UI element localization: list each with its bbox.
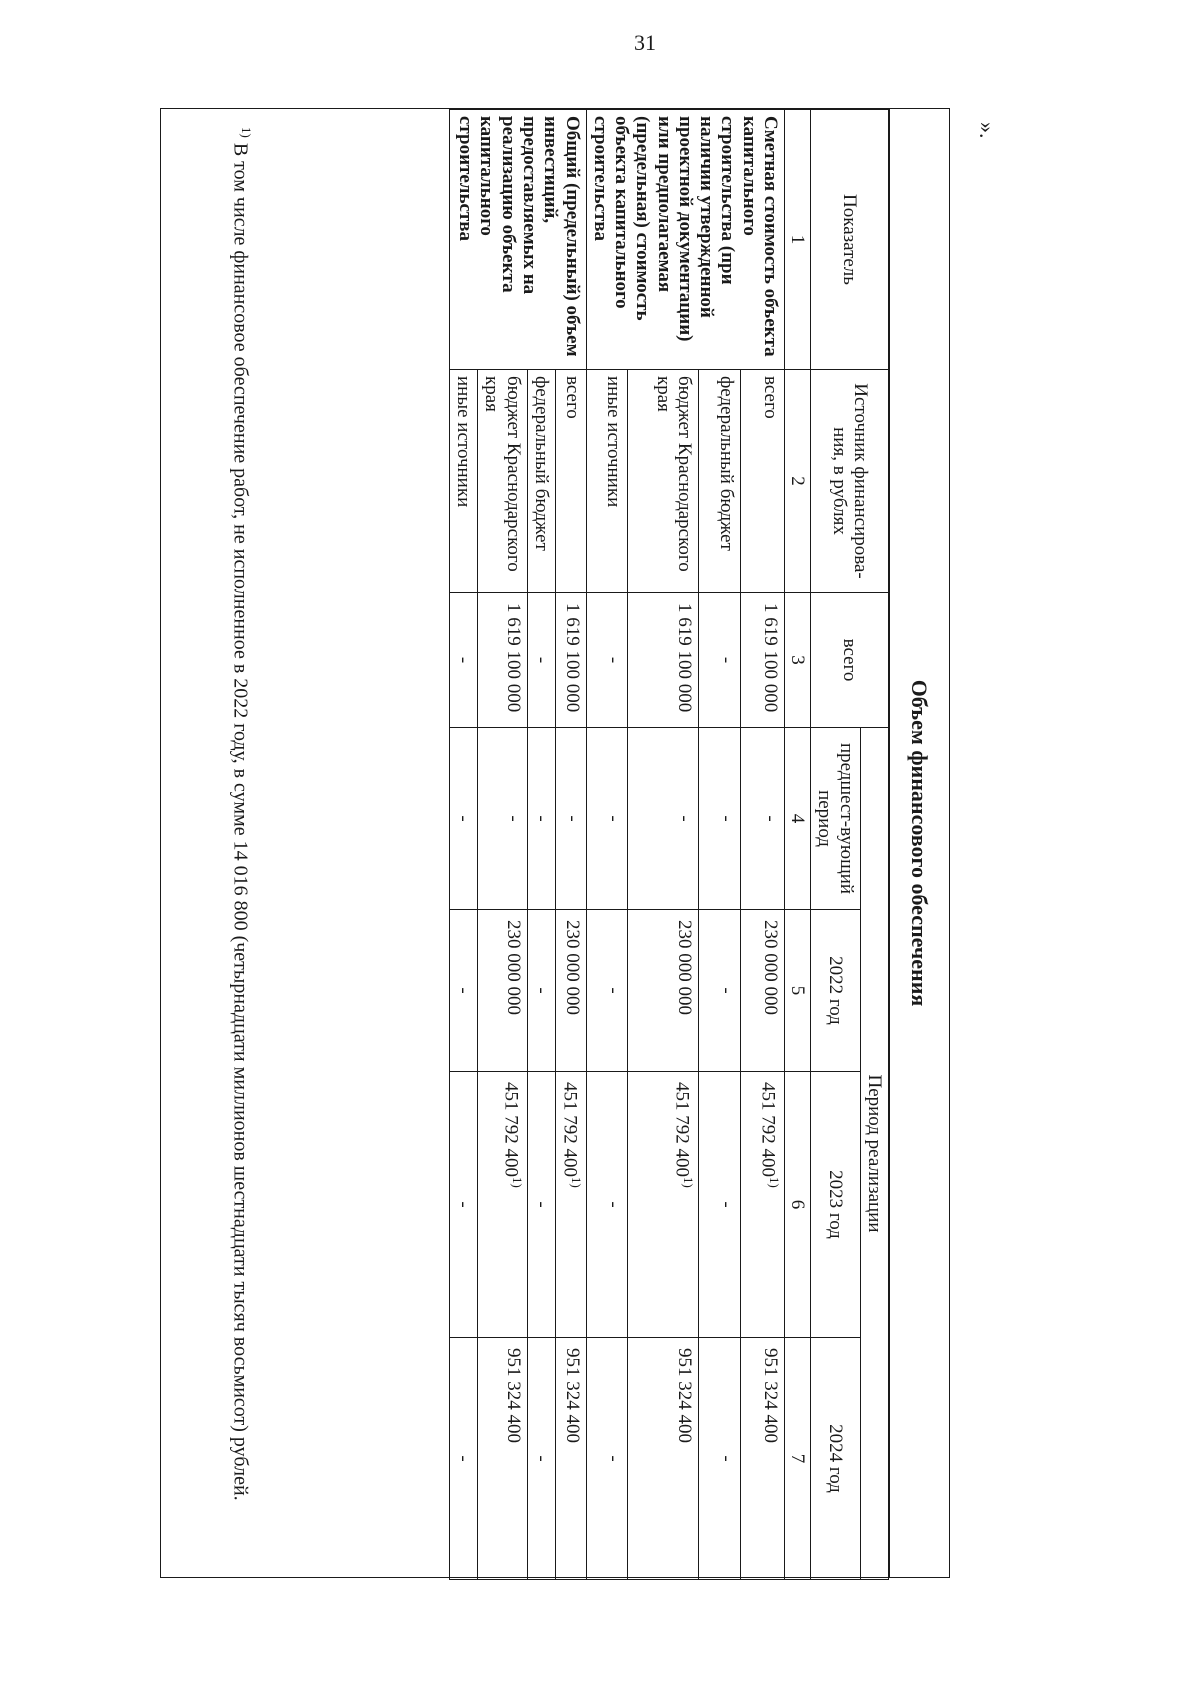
value-cell-y2024: [740, 1338, 784, 1580]
value-text: 230 000 000: [561, 920, 583, 1016]
value-text: -: [453, 815, 475, 822]
header-total: всего: [811, 593, 889, 728]
column-number: 1: [784, 110, 810, 370]
value-cell-y2022: [699, 910, 740, 1072]
document-frame: [160, 108, 950, 1578]
header-period: Период реализации: [860, 728, 888, 1580]
value-cell-y2024: [699, 1338, 740, 1580]
value-text: 451 792 400: [500, 1082, 522, 1178]
footnote-ref: 1): [509, 1177, 525, 1188]
value-cell-y2024: [478, 1338, 528, 1580]
source-cell: федеральный бюджет: [699, 370, 740, 593]
value-text: -: [530, 656, 552, 664]
value-cell-y2022: [527, 910, 555, 1072]
source-cell: иные источники: [586, 370, 627, 593]
value-cell-previous: [555, 728, 586, 910]
value-text: -: [715, 815, 737, 822]
value-text: -: [453, 987, 475, 994]
value-cell-previous: [740, 728, 784, 910]
finance-table: [449, 109, 889, 1580]
value-text: 451 792 400: [672, 1082, 694, 1178]
value-cell-total: [699, 593, 740, 728]
value-cell-y2022: [740, 910, 784, 1072]
value-text: -: [602, 656, 624, 664]
value-cell-previous: [449, 728, 477, 910]
header-2022: 2022 год: [811, 910, 861, 1072]
value-text: 230 000 000: [674, 920, 696, 1016]
value-cell-y2023: [527, 1072, 555, 1338]
value-cell-y2022: [627, 910, 699, 1072]
footnote-marker: 1): [239, 127, 254, 138]
value-cell-y2024: [586, 1338, 627, 1580]
indicator-cell: Общий (предельный) объем инвестиций, предоставляемых на реализацию объекта капитального строительства: [449, 110, 586, 370]
header-indicator: Показатель: [811, 110, 889, 370]
value-cell-previous: [478, 728, 528, 910]
header-previous: предшест-вующий период: [811, 728, 861, 910]
header-2023: 2023 год: [811, 1072, 861, 1338]
table-row: [555, 110, 586, 1580]
value-text: 1 619 100 000: [759, 603, 781, 713]
value-cell-previous: [627, 728, 699, 910]
value-text: -: [561, 815, 583, 822]
value-text: 1 619 100 000: [561, 603, 583, 713]
column-number: 3: [784, 593, 810, 728]
value-text: 1 619 100 000: [502, 603, 524, 713]
value-text: 230 000 000: [759, 920, 781, 1016]
value-cell-y2024: [627, 1338, 699, 1580]
value-text: 951 324 400: [502, 1348, 524, 1444]
column-number: 2: [784, 370, 810, 593]
column-number-row: [784, 110, 810, 1580]
value-cell-y2023: [740, 1072, 784, 1338]
value-cell-y2023: [555, 1072, 586, 1338]
footnote: [220, 109, 261, 1579]
footnote-ref: 1): [766, 1177, 782, 1188]
value-cell-total: [586, 593, 627, 728]
value-cell-y2022: [449, 910, 477, 1072]
footnote-ref: 1): [681, 1177, 697, 1188]
source-cell: бюджет Краснодарского края: [478, 370, 528, 593]
column-number: 6: [784, 1072, 810, 1338]
value-text: -: [715, 987, 737, 994]
header-source: Источник финансирова-ния, в рублях: [811, 370, 889, 593]
value-text: -: [530, 987, 552, 994]
value-cell-total: [740, 593, 784, 728]
value-text: -: [502, 815, 524, 822]
value-cell-y2023: [586, 1072, 627, 1338]
value-text: -: [715, 656, 737, 664]
value-cell-total: [449, 593, 477, 728]
footnote-text: В том числе финансовое обеспечение работ, не исполненное в 2022 году, в сумме 14 016 800 (четырнадцати миллионов шестнадцати тысяч восьмисот) рублей.: [229, 142, 252, 1501]
value-text: 451 792 400: [757, 1082, 779, 1178]
value-cell-y2024: [527, 1338, 555, 1580]
source-cell: всего: [555, 370, 586, 593]
source-cell: федеральный бюджет: [527, 370, 555, 593]
source-cell: иные источники: [449, 370, 477, 593]
value-cell-y2024: [449, 1338, 477, 1580]
source-cell: бюджет Краснодарского края: [627, 370, 699, 593]
value-cell-y2023: [449, 1072, 477, 1338]
value-text: -: [602, 1455, 624, 1462]
value-text: -: [453, 1455, 475, 1462]
value-text: 1 619 100 000: [674, 603, 696, 713]
value-text: -: [530, 815, 552, 822]
indicator-cell: Сметная стоимость объекта капитального строительства (при наличии утвержденной проектной документации) или предполагаемая (предельная) стоимость объекта капитального строительства: [586, 110, 784, 370]
value-cell-previous: [527, 728, 555, 910]
value-text: -: [759, 815, 781, 822]
page-number: 31: [634, 30, 656, 55]
value-cell-total: [527, 593, 555, 728]
value-cell-y2023: [478, 1072, 528, 1338]
value-text: -: [602, 1201, 624, 1208]
value-text: -: [530, 1201, 552, 1208]
value-text: -: [453, 656, 475, 664]
value-text: 230 000 000: [502, 920, 524, 1016]
source-cell: всего: [740, 370, 784, 593]
column-number: 5: [784, 910, 810, 1072]
value-cell-y2023: [627, 1072, 699, 1338]
value-cell-y2023: [699, 1072, 740, 1338]
value-cell-y2022: [555, 910, 586, 1072]
table-title: [889, 109, 949, 1577]
value-cell-previous: [586, 728, 627, 910]
column-number: 7: [784, 1338, 810, 1580]
rotated-content: [170, 108, 950, 1578]
footnote-ref: 1): [568, 1177, 584, 1188]
value-text: -: [602, 987, 624, 994]
closing-quote: ».: [975, 122, 1000, 139]
value-text: -: [530, 1455, 552, 1462]
value-text: 451 792 400: [559, 1082, 581, 1178]
value-text: 951 324 400: [674, 1348, 696, 1444]
value-text: 951 324 400: [759, 1348, 781, 1444]
value-cell-total: [627, 593, 699, 728]
value-cell-total: [555, 593, 586, 728]
header-row-1: [860, 110, 888, 1580]
column-number: 4: [784, 728, 810, 910]
value-cell-previous: [699, 728, 740, 910]
table-row: [740, 110, 784, 1580]
value-cell-total: [478, 593, 528, 728]
value-text: -: [602, 815, 624, 822]
value-text: -: [453, 1201, 475, 1208]
value-text: -: [674, 815, 696, 822]
value-text: 951 324 400: [561, 1348, 583, 1444]
table-title-text: Объем финансового обеспечения: [907, 679, 933, 1007]
table-body: [449, 110, 784, 1580]
value-cell-y2024: [555, 1338, 586, 1580]
value-text: -: [715, 1201, 737, 1208]
value-text: -: [715, 1455, 737, 1462]
header-2024: 2024 год: [811, 1338, 861, 1580]
value-cell-y2022: [586, 910, 627, 1072]
value-cell-y2022: [478, 910, 528, 1072]
